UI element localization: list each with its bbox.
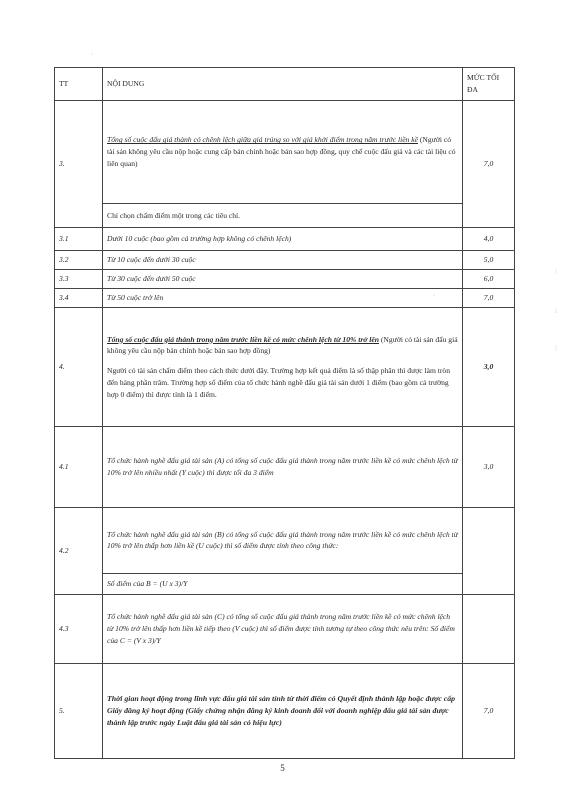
table-row xyxy=(55,101,515,204)
table-row xyxy=(55,251,515,270)
table-row xyxy=(55,204,515,228)
side-stamp-mark: ⋮ xyxy=(553,345,559,352)
scan-dot: · xyxy=(433,293,435,299)
row-instruction: Chỉ chọn chấm điểm một trong các tiêu chí. xyxy=(103,204,463,228)
table-row xyxy=(55,308,515,427)
row-content: Thời gian hoạt động trong lĩnh vực đấu giá tài sản tính từ thời điểm có Quyết định thành lập hoặc được cấp Giấy đăng ký hoạt động (Giấy chứng nhận đăng ký kinh doanh đối với doanh nghiệp đấu giá tài sản được thành lập trước ngày Luật đấu giá tài sản có hiệu lực) xyxy=(103,664,463,759)
max-score: 3,0 xyxy=(463,427,515,508)
max-score: 7,0 xyxy=(463,101,515,228)
side-stamp-mark: ⁝ xyxy=(555,308,557,315)
table-row xyxy=(55,228,515,251)
header-tt: TT xyxy=(55,68,103,101)
header-content: NỘI DUNG xyxy=(103,68,463,101)
row-content: Tổ chức hành nghề đấu giá tài sản (B) có tổng số cuộc đấu giá thành trong năm trước liền kề có mức chênh lệch từ 10% trở lên thấp hơn liền kề (U cuộc) thì số điểm được tính theo công thức: xyxy=(103,508,463,574)
table-row xyxy=(55,508,515,574)
table-row xyxy=(55,595,515,664)
criterion-note: (Người có tài sản không yêu cầu nộp hoặc cung cấp bản chính hoặc bản sao hợp đồng, quy chế cuộc đấu giá và các tài liệu có liên quan) xyxy=(107,135,456,168)
max-score xyxy=(463,595,515,664)
header-max: MỨC TỐI ĐA xyxy=(463,68,515,101)
row-number: 3.3 xyxy=(55,270,103,289)
table-row xyxy=(55,573,515,594)
max-score: 7,0 xyxy=(463,289,515,308)
row-content: Từ 10 cuộc đến dưới 30 cuộc xyxy=(103,251,463,270)
page-number: 5 xyxy=(280,763,285,773)
max-score xyxy=(463,508,515,595)
row-content: Tổ chức hành nghề đấu giá tài sản (C) có tổng số cuộc đấu giá thành trong năm trước liền kề có mức chênh lệch từ 10% trở lên thấp hơn liền kề tiếp theo (V cuộc) thì số điểm được tính tương tự theo công thức nêu trên: Số điểm của C = (V x 3)/Y xyxy=(103,595,463,664)
row-number: 4. xyxy=(55,308,103,427)
row-number: 3.1 xyxy=(55,228,103,251)
row-content: Từ 50 cuộc trở lên xyxy=(103,289,463,308)
max-score: 7,0 xyxy=(463,664,515,759)
row-formula: Số điểm của B = (U x 3)/Y xyxy=(103,573,463,594)
criteria-table xyxy=(54,67,515,759)
row-number: 5. xyxy=(55,664,103,759)
criterion-note: (Người có tài sản đấu giá không yêu cầu nộp bản chính hoặc bản sao hợp đồng) xyxy=(107,334,458,356)
row-number: 3. xyxy=(55,101,103,228)
row-number: 3.4 xyxy=(55,289,103,308)
row-number: 4.2 xyxy=(55,508,103,595)
row-number: 4.3 xyxy=(55,595,103,664)
max-score: 3,0 xyxy=(463,308,515,427)
side-stamp-mark: ⋮ xyxy=(553,268,559,275)
row-content: Dưới 10 cuộc (bao gồm cả trường hợp không có chênh lệch) xyxy=(103,228,463,251)
criterion-title: Tổng số cuộc đấu giá thành có chênh lệch giữa giá trúng so với giá khởi điểm trong năm trước liền kề xyxy=(107,135,418,145)
row-content: Tổ chức hành nghề đấu giá tài sản (A) có tổng số cuộc đấu giá thành trong năm trước liền kề có mức chênh lệch từ 10% trở lên nhiều nhất (Y cuộc) thì được tối đa 3 điểm xyxy=(103,427,463,508)
max-score: 5,0 xyxy=(463,251,515,270)
table-row xyxy=(55,289,515,308)
criterion-title: Tổng số cuộc đấu giá thành trong năm trước liền kề có mức chênh lệch từ 10% trở lên xyxy=(107,334,379,344)
max-score: 6,0 xyxy=(463,270,515,289)
table-row xyxy=(55,427,515,508)
table-row xyxy=(55,270,515,289)
table-header-row xyxy=(55,68,515,101)
row-content: Từ 30 cuộc đến dưới 50 cuộc xyxy=(103,270,463,289)
table-row xyxy=(55,664,515,759)
row-content xyxy=(103,101,463,204)
scan-dot: · xyxy=(91,52,93,58)
row-content xyxy=(103,308,463,427)
row-number: 4.1 xyxy=(55,427,103,508)
max-score: 4,0 xyxy=(463,228,515,251)
criterion-text: Người có tài sản chấm điểm theo cách thức dưới đây. Trường hợp kết quả điểm là số thập phân thì được làm tròn đến hàng phần trăm. Trường hợp số điểm của tổ chức hành nghề đấu giá tài sản dưới 1 điểm (bao gồm cả trường hợp 0 điểm) thì được tính là 1 điểm. xyxy=(107,366,451,399)
row-number: 3.2 xyxy=(55,251,103,270)
